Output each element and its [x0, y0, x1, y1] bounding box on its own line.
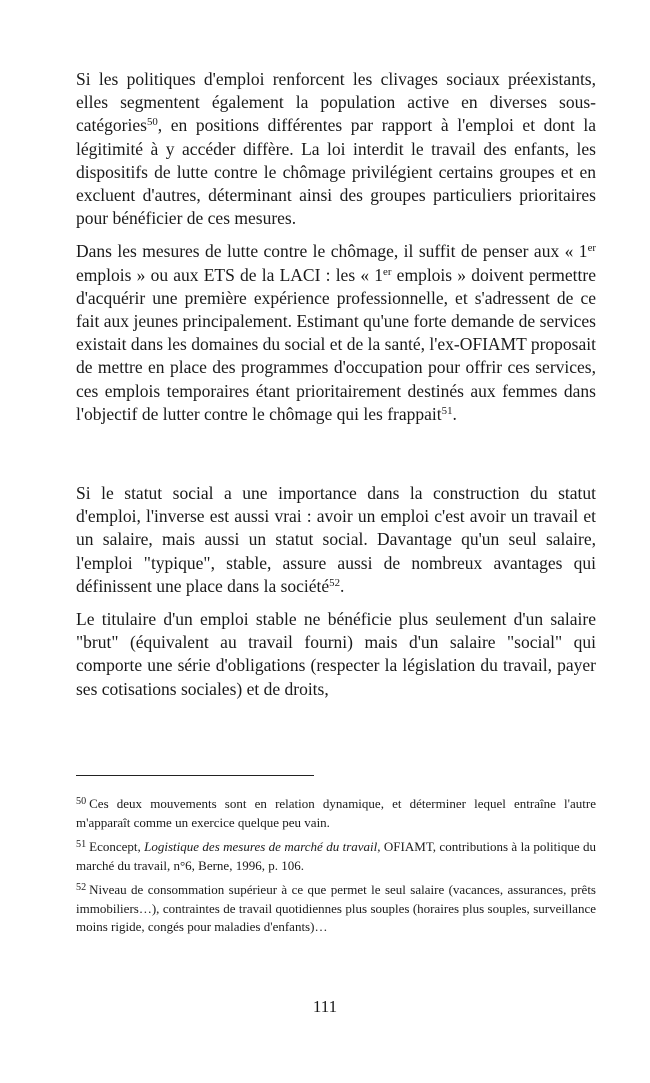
paragraph-3: [76, 482, 596, 598]
paragraph-3-tail: .: [340, 575, 345, 596]
paragraph-3-text: Si le statut social a une importance dans la construction du statut d'emploi, l'inverse est aussi vrai : avoir un emploi c'est avoir un travail et un salaire, mais aussi un statut social. Davantage qu'un seul salaire, l'emploi "typique", stable, assure aussi de nombreux avantages qui définissent une place dans la société: [76, 483, 596, 596]
footnote-ref-50: 50: [146, 116, 158, 129]
footnote-50: [76, 795, 596, 832]
paragraph-4-text: Le titulaire d'un emploi stable ne bénéficie plus seulement d'un salaire "brut" (équivalent au travail fourni) mais d'un salaire "social" qui comporte une série d'obligations (respecter la législation du travail, payer ses cotisations sociales) et de droits,: [76, 609, 596, 699]
footnote-ref-51: 51: [441, 404, 453, 417]
footnote-number: 51: [76, 839, 87, 851]
ordinal-er-b: er: [383, 265, 392, 278]
footnote-title: Logistique des mesures de marché du travail: [144, 839, 378, 854]
footnote-text: , OFIAMT, contributions à la politique du marché du travail, n°6, Berne, 1996, p. 106.: [76, 839, 596, 873]
footnote-number: 50: [76, 796, 87, 808]
paragraph-4: [76, 608, 596, 701]
paragraph-2-text-a: Dans les mesures de lutte contre le chômage, il suffit de penser aux « 1: [76, 241, 588, 262]
footnote-author: Econcept,: [89, 839, 145, 854]
paragraph-1-text: Si les politiques d'emploi renforcent les clivages sociaux préexistants, elles segmentent également la population active en diverses sous-catégories: [76, 69, 596, 136]
footnote-separator: [76, 775, 314, 776]
paragraph-2-text-b: emplois » ou aux ETS de la LACI : les « 1: [76, 264, 384, 285]
paragraph-2-tail: .: [452, 403, 457, 424]
footnote-text: Ces deux mouvements sont en relation dynamique, et déterminer lequel entraîne l'autre m'apparaît comme un exercice quelque peu vain.: [76, 796, 596, 830]
footnote-ref-52: 52: [329, 576, 341, 589]
footnote-number: 52: [76, 882, 87, 894]
ordinal-er-a: er: [587, 242, 596, 255]
paragraph-1-tail: , en positions différentes par rapport à l'emploi et dont la légitimité à y accéder diffère. La loi interdit le travail des enfants, les dispositifs de lutte contre le chômage privilégient certains groupes et en excluent d'autres, déterminant ainsi des groupes particuliers prioritaires pour bénéficier de ces mesures.: [76, 115, 596, 229]
body-text: [76, 68, 596, 701]
paragraph-1: [76, 68, 596, 230]
paragraph-2: [76, 240, 596, 426]
paragraph-2-text-c: emplois » doivent permettre d'acquérir une première expérience professionnelle, et s'adressent de ce fait aux jeunes principalement. Estimant qu'une forte demande de services existait dans les domaines du social et de la santé, l'ex-OFIAMT proposait de mettre en place des programmes d'occupation pour offrir ces services, ces emplois temporaires étant prioritairement destinés aux femmes dans l'objectif de lutter contre le chômage qui les frappait: [76, 264, 596, 424]
footnote-text: Niveau de consommation supérieur à ce que permet le seul salaire (vacances, assurances, prêts immobiliers…), contraintes de travail quotidiennes plus souples (horaires plus souples, surveillance moins rigide, congés pour maladies d'enfants)…: [76, 882, 596, 934]
page-number: 111: [312, 997, 338, 1016]
footnote-51: [76, 838, 596, 875]
footnote-52: [76, 881, 596, 937]
footnotes: [76, 795, 596, 943]
